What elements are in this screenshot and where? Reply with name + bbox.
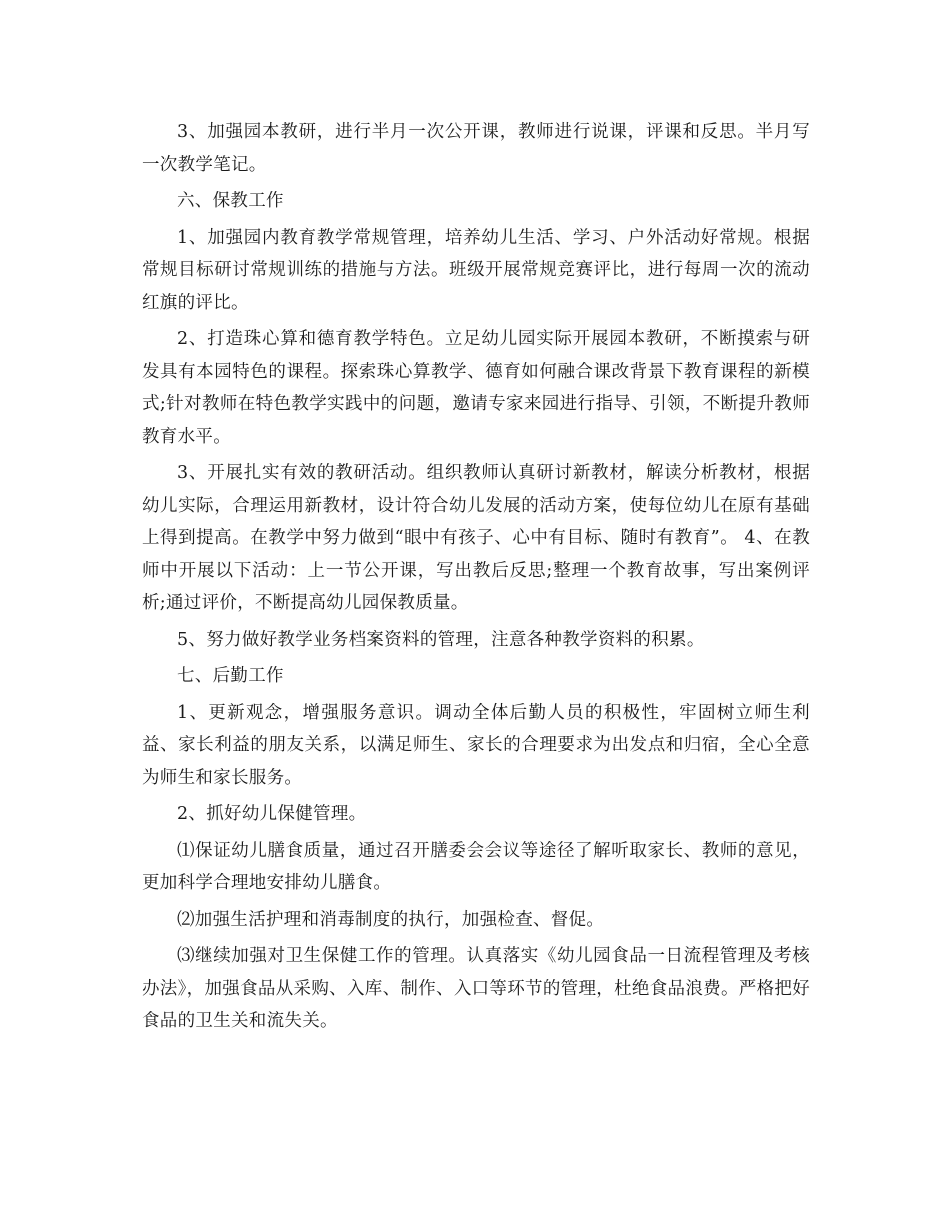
section-heading-care-education: 六、保教工作 [177,191,284,211]
paragraph-research-3: 3、加强园本教研，进行半月一次公开课，教师进行说课，评课和反思。半月写一次教学笔记。 [142,122,810,175]
paragraph-logistics-2-2: ⑵加强生活护理和消毒制度的执行，加强检查、督促。 [177,909,605,930]
section-heading-logistics: 七、后勤工作 [177,666,284,686]
paragraph-care-1: 1、加强园内教育教学常规管理，培养幼儿生活、学习、户外活动好常规。根据常规目标研讨常规训练的措施与方法。班级开展常规竞赛评比，进行每周一次的流动红旗的评比。 [142,227,810,313]
paragraph-logistics-1: 1、更新观念，增强服务意识。调动全体后勤人员的积极性，牢固树立师生利益、家长利益的朋友关系，以满足师生、家长的合理要求为出发点和归宿，全心全意为师生和家长服务。 [142,702,810,788]
paragraph-care-3-4: 3、开展扎实有效的教研活动。组织教师认真研讨新教材，解读分析教材，根据幼儿实际，合理运用新教材，设计符合幼儿发展的活动方案，使每位幼儿在原有基础上得到提高。在教学中努力做到“眼中有孩子、心中有目标、随时有教育”。 4、在教师中开展以下活动：上一节公开课，写出教后反思;整理一个教育故事，写出案例评析;通过评价，不断提高幼儿园保教质量。 [142,463,810,613]
paragraph-care-5: 5、努力做好教学业务档案资料的管理，注意各种教学资料的积累。 [177,629,705,650]
paragraph-logistics-2: 2、抓好幼儿保健管理。 [177,804,367,824]
paragraph-care-2: 2、打造珠心算和德育教学特色。立足幼儿园实际开展园本教研，不断摸索与研发具有本园特色的课程。探索珠心算教学、德育如何融合课改背景下教育课程的新模式;针对教师在特色教学实践中的问题，邀请专家来园进行指导、引领，不断提升教师教育水平。 [142,329,810,447]
paragraph-logistics-2-3: ⑶继续加强对卫生保健工作的管理。认真落实《幼儿园食品一日流程管理及考核办法》，加强食品从采购、入库、制作、入口等环节的管理，杜绝食品浪费。严格把好食品的卫生关和流失关。 [142,946,810,1031]
document-body [142,116,810,1042]
paragraph-logistics-2-1: ⑴保证幼儿膳食质量，通过召开膳委会会议等途径了解听取家长、教师的意见，更加科学合理地安排幼儿膳食。 [142,840,810,893]
